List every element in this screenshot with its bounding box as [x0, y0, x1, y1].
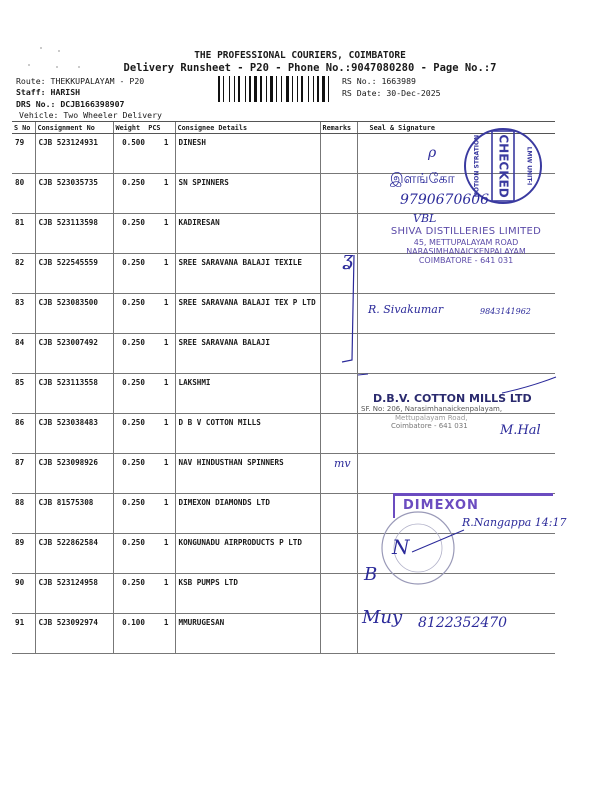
row83-phone: 9843141962	[480, 307, 531, 316]
cell-weight-pcs	[113, 254, 175, 294]
route-line	[16, 76, 144, 86]
vehicle-label: Vehicle:	[19, 110, 59, 120]
barcode-bar	[281, 76, 282, 102]
cell-consignee: KADIRESAN	[175, 214, 320, 254]
cell-consignment: CJB 522862584	[35, 534, 113, 574]
cell-consignment: CJB 523124958	[35, 574, 113, 614]
barcode-bar	[286, 76, 289, 102]
dbv-stamp-line3: Mettupalayam Road,	[395, 413, 468, 422]
table-row	[12, 294, 555, 334]
barcode-bar	[254, 76, 257, 102]
cell-pcs: 1	[163, 138, 169, 147]
barcode-bar	[252, 76, 253, 102]
col-remarks: Remarks	[320, 122, 357, 134]
row79-mark: ρ	[428, 145, 437, 161]
rs-no-label: RS No.:	[342, 76, 377, 86]
table-row	[12, 574, 555, 614]
remarks-hand-line	[340, 246, 370, 380]
cell-consignee: SREE SARAVANA BALAJI	[175, 334, 320, 374]
row86-signature: M.Hal	[500, 423, 541, 438]
barcode-bar	[274, 76, 275, 102]
rs-date-value: 30-Dec-2025	[386, 88, 441, 98]
cell-remarks	[320, 534, 357, 574]
cell-weight: 0.250	[122, 378, 145, 387]
barcode-bar	[260, 76, 262, 102]
col-consignee: Consignee Details	[175, 122, 320, 134]
checked-stamp-left-arc: NOTION STRATION	[473, 134, 481, 198]
barcode-bar	[290, 76, 291, 102]
row87-remark-mark: mv	[334, 457, 351, 470]
cell-sno: 87	[12, 454, 35, 494]
route-label: Route:	[16, 76, 46, 86]
cell-sno: 80	[12, 174, 35, 214]
row89-sig-mark: N	[392, 535, 410, 559]
barcode-bar	[322, 76, 325, 102]
cell-weight-pcs	[113, 214, 175, 254]
rs-no-value: 1663989	[381, 76, 416, 86]
cell-weight-pcs	[113, 414, 175, 454]
checked-stamp-right-arc: LMW UNIT-I	[525, 146, 533, 186]
cell-sno: 88	[12, 494, 35, 534]
cell-remarks	[320, 614, 357, 654]
cell-consignee: MMURUGESAN	[175, 614, 320, 654]
barcode-bar	[270, 76, 273, 102]
vehicle-line	[19, 110, 162, 120]
barcode-bar	[297, 76, 298, 102]
table-row	[12, 334, 555, 374]
barcode-bar	[231, 76, 233, 102]
barcode-bar	[238, 76, 240, 102]
cell-weight: 0.250	[122, 538, 145, 547]
barcode-bar	[221, 76, 222, 102]
cell-consignment: CJB 522545559	[35, 254, 113, 294]
staff-label: Staff:	[16, 87, 46, 97]
cell-sno: 91	[12, 614, 35, 654]
barcode-bar	[229, 76, 230, 102]
barcode-bar	[236, 76, 237, 102]
cell-remarks	[320, 494, 357, 534]
row89-signature: R.Nangappa 14:17	[462, 516, 567, 529]
cell-consignment: CJB 523098926	[35, 454, 113, 494]
vehicle-value: Two Wheeler Delivery	[63, 110, 162, 120]
barcode-bar	[283, 76, 285, 102]
barcode-bar	[218, 76, 220, 102]
staff-line	[16, 87, 80, 97]
shiva-distilleries-stamp	[366, 226, 566, 265]
col-pcs: PCS	[148, 123, 161, 132]
barcode-bar	[241, 76, 244, 102]
cell-sno: 90	[12, 574, 35, 614]
barcode-bar	[330, 76, 332, 102]
drs-value: DCJB166398907	[60, 99, 125, 109]
barcode-bar	[225, 76, 228, 102]
col-weight-pcs	[113, 122, 175, 134]
cell-consignee: SN SPINNERS	[175, 174, 320, 214]
col-consignment: Consignment No	[35, 122, 113, 134]
barcode-bar	[313, 76, 314, 102]
cell-weight: 0.250	[122, 418, 145, 427]
cell-weight-pcs	[113, 174, 175, 214]
cell-weight-pcs	[113, 134, 175, 174]
cell-consignment: CJB 523007492	[35, 334, 113, 374]
cell-weight: 0.250	[122, 258, 145, 267]
barcode-bar	[234, 76, 235, 102]
staff-value: HARISH	[50, 87, 81, 97]
cell-remarks	[320, 574, 357, 614]
row91-phone: 8122352470	[418, 615, 508, 631]
shiva-stamp-line3: NARASIMHANAICKENPALAYAM	[406, 246, 526, 256]
cell-pcs: 1	[163, 458, 169, 467]
barcode-bar	[304, 76, 307, 102]
cell-consignee: DIMEXON DIAMONDS LTD	[175, 494, 320, 534]
cell-consignment: CJB 523124931	[35, 134, 113, 174]
cell-consignment: CJB 81575308	[35, 494, 113, 534]
col-seal: Seal & Signature	[357, 122, 555, 134]
cell-sno: 85	[12, 374, 35, 414]
row83-signature: R. Sivakumar	[368, 303, 444, 316]
rs-no-line	[342, 76, 416, 86]
row89-signature-stroke	[408, 528, 468, 554]
cell-pcs: 1	[163, 618, 169, 627]
cell-weight-pcs	[113, 534, 175, 574]
rs-date-label: RS Date:	[342, 88, 382, 98]
cell-weight: 0.100	[122, 618, 145, 627]
cell-pcs: 1	[163, 338, 169, 347]
runsheet-subtitle: Delivery Runsheet - P20 - Phone No.:9047080280 - Page No.:7	[123, 62, 497, 74]
cell-pcs: 1	[163, 578, 169, 587]
rs-date-line	[342, 88, 441, 98]
drs-label: DRS No.:	[16, 99, 56, 109]
barcode-bar	[294, 76, 296, 102]
row86-signature-stroke	[500, 375, 560, 395]
dimexon-stamp-text: DIMEXON	[403, 498, 479, 513]
barcode-bar	[310, 76, 312, 102]
cell-pcs: 1	[163, 178, 169, 187]
barcode	[218, 76, 340, 102]
cell-sno: 82	[12, 254, 35, 294]
drs-line	[16, 99, 124, 109]
cell-consignee: SREE SARAVANA BALAJI TEX P LTD	[175, 294, 320, 334]
cell-seal-signature	[357, 334, 555, 374]
barcode-bar	[223, 76, 224, 102]
barcode-bar	[308, 76, 309, 102]
cell-seal-signature	[357, 454, 555, 494]
cell-pcs: 1	[163, 378, 169, 387]
row90-signature: B	[364, 564, 378, 585]
cell-weight-pcs	[113, 294, 175, 334]
cell-pcs: 1	[163, 298, 169, 307]
cell-weight: 0.250	[122, 298, 145, 307]
cell-pcs: 1	[163, 218, 169, 227]
cell-pcs: 1	[163, 538, 169, 547]
cell-consignee: DINESH	[175, 134, 320, 174]
barcode-bar	[292, 76, 293, 102]
cell-consignment: CJB 523113598	[35, 214, 113, 254]
barcode-bar	[249, 76, 251, 102]
col-sno: S No	[12, 122, 35, 134]
cell-consignee: LAKSHMI	[175, 374, 320, 414]
cell-weight: 0.500	[122, 138, 145, 147]
row91-signature: Muy	[362, 607, 403, 628]
cell-pcs: 1	[163, 258, 169, 267]
barcode-bar	[299, 76, 300, 102]
dbv-stamp-line2: SF. No: 206, Narasimhanaickenpalayam,	[361, 405, 503, 414]
cell-weight: 0.250	[122, 178, 145, 187]
dbv-stamp-line1: D.B.V. COTTON MILLS LTD	[373, 392, 532, 405]
dbv-stamp-line4: Coimbatore - 641 031	[391, 421, 468, 430]
barcode-bar	[266, 76, 267, 102]
cell-sno: 81	[12, 214, 35, 254]
row80-signature: இளங்கோ	[390, 171, 455, 187]
route-value: THEKKUPALAYAM - P20	[50, 76, 145, 86]
company-title: THE PROFESSIONAL COURIERS, COIMBATORE	[194, 50, 406, 61]
cell-consignment: CJB 523083500	[35, 294, 113, 334]
barcode-bar	[268, 76, 269, 102]
cell-remarks	[320, 174, 357, 214]
cell-weight: 0.250	[122, 218, 145, 227]
barcode-bar	[276, 76, 277, 102]
cell-weight-pcs	[113, 334, 175, 374]
cell-sno: 86	[12, 414, 35, 454]
barcode-bar	[328, 76, 329, 102]
barcode-bar	[315, 76, 316, 102]
cell-weight: 0.250	[122, 338, 145, 347]
shiva-stamp-line2: 45, METTUPALAYAM ROAD	[413, 237, 519, 247]
row81-signature: VBL	[413, 212, 437, 225]
shiva-stamp-line4: COIMBATORE - 641 031	[418, 255, 514, 265]
cell-pcs: 1	[163, 498, 169, 507]
cell-consignee: NAV HINDUSTHAN SPINNERS	[175, 454, 320, 494]
cell-consignee: D B V COTTON MILLS	[175, 414, 320, 454]
cell-remarks	[320, 414, 357, 454]
cell-weight: 0.250	[122, 578, 145, 587]
cell-consignee: KONGUNADU AIRPRODUCTS P LTD	[175, 534, 320, 574]
cell-sno: 89	[12, 534, 35, 574]
barcode-bar	[258, 76, 259, 102]
cell-weight-pcs	[113, 574, 175, 614]
dbv-cotton-mills-stamp	[361, 392, 532, 430]
cell-consignment: CJB 523113558	[35, 374, 113, 414]
col-weight: Weight	[115, 123, 141, 132]
cell-weight-pcs	[113, 494, 175, 534]
row82-remark-mark: ʓ	[342, 246, 354, 270]
cell-consignment: CJB 523038483	[35, 414, 113, 454]
cell-consignment: CJB 523092974	[35, 614, 113, 654]
barcode-bar	[263, 76, 265, 102]
shiva-stamp-line1: SHIVA DISTILLERIES LIMITED	[390, 226, 542, 237]
barcode-bar	[317, 76, 319, 102]
barcode-bar	[278, 76, 280, 102]
barcode-bar	[247, 76, 248, 102]
barcode-bar	[245, 76, 246, 102]
cell-remarks	[320, 134, 357, 174]
cell-weight-pcs	[113, 374, 175, 414]
barcode-bar	[326, 76, 327, 102]
cell-sno: 83	[12, 294, 35, 334]
cell-weight-pcs	[113, 614, 175, 654]
cell-weight: 0.250	[122, 458, 145, 467]
checked-stamp-text: CHECKED	[496, 134, 511, 198]
scan-speck	[40, 47, 42, 49]
row80-phone: 9790670606	[400, 192, 490, 208]
table-row	[12, 454, 555, 494]
cell-pcs: 1	[163, 418, 169, 427]
cell-consignment: CJB 523035735	[35, 174, 113, 214]
cell-consignee: SREE SARAVANA BALAJI TEXILE	[175, 254, 320, 294]
table-row	[12, 534, 555, 574]
cell-weight: 0.250	[122, 498, 145, 507]
barcode-bar	[301, 76, 303, 102]
cell-sno: 79	[12, 134, 35, 174]
barcode-bar	[320, 76, 321, 102]
cell-consignee: KSB PUMPS LTD	[175, 574, 320, 614]
cell-weight-pcs	[113, 454, 175, 494]
cell-sno: 84	[12, 334, 35, 374]
